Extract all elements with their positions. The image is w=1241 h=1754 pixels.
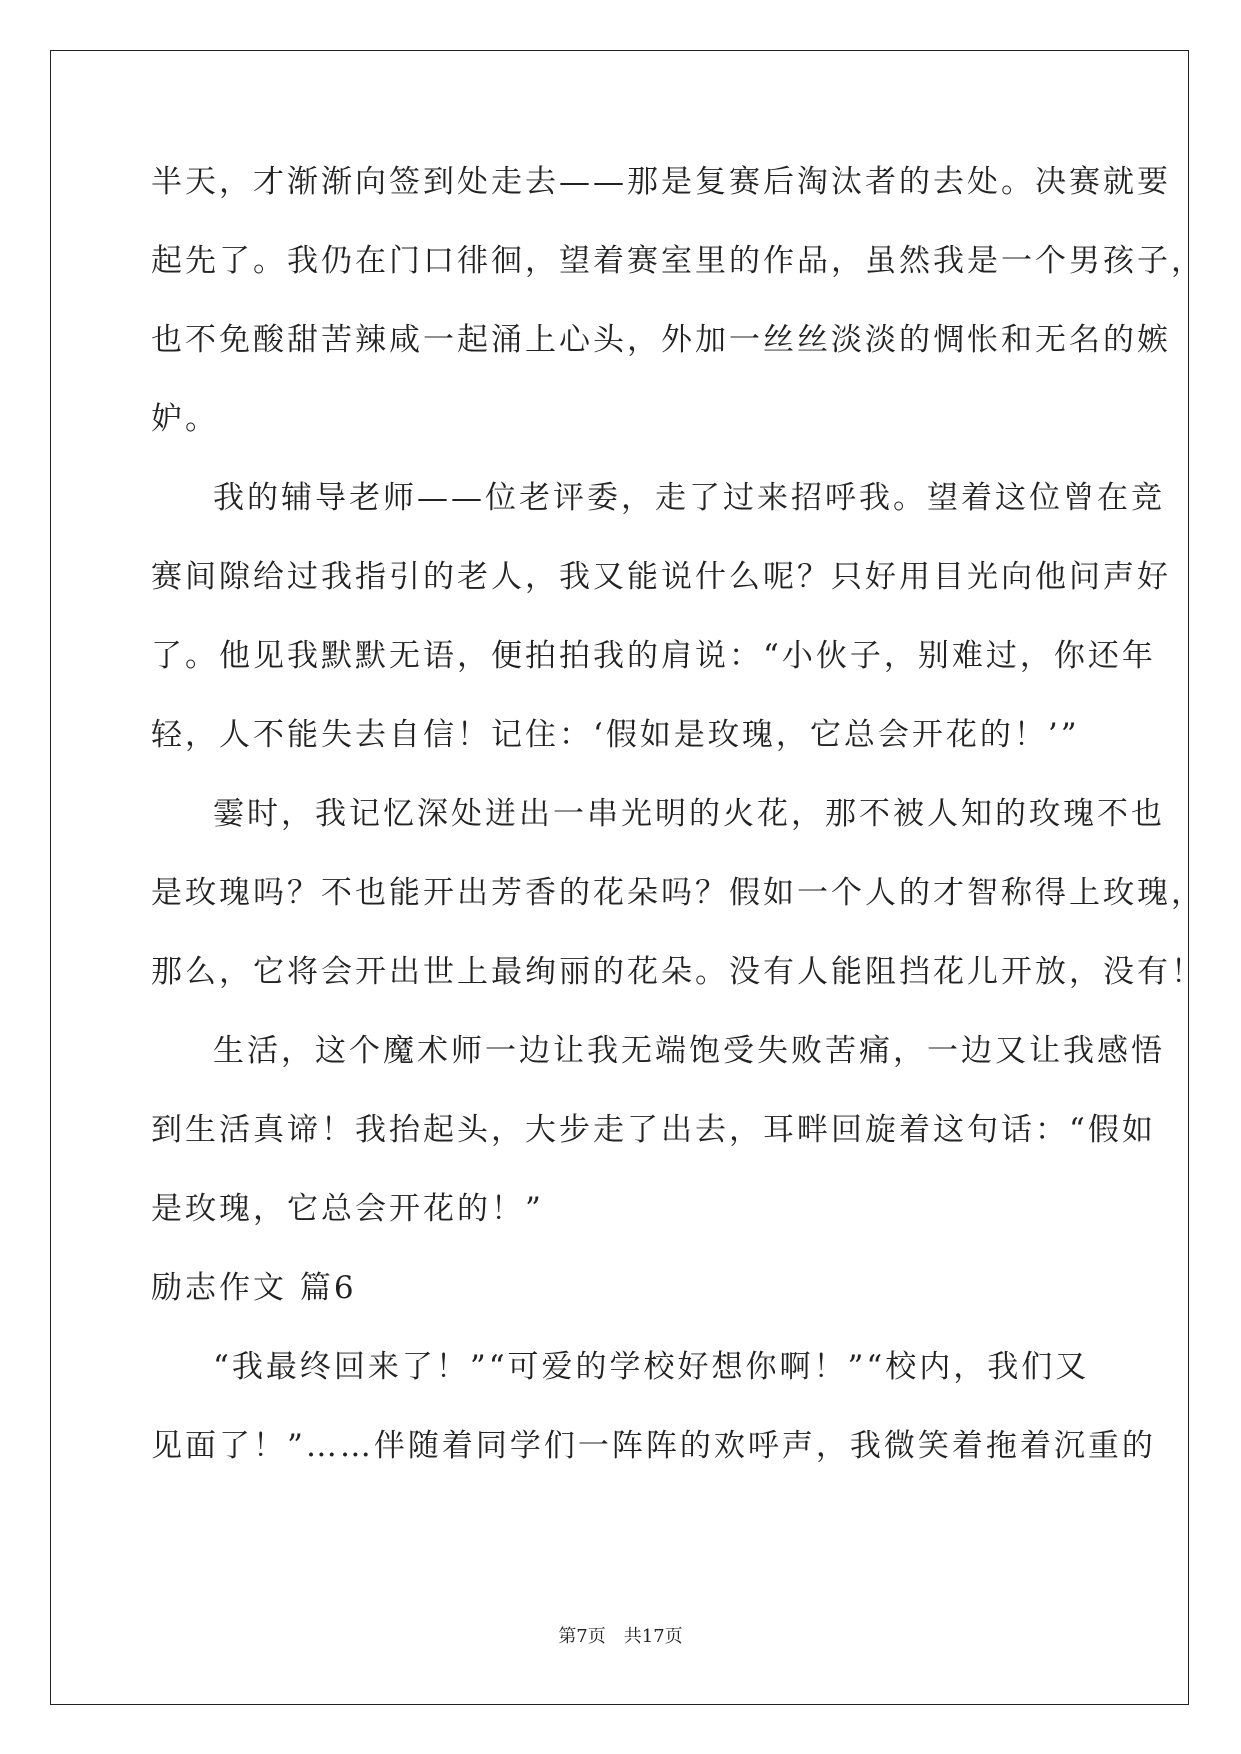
text-line: 妒。 — [151, 401, 219, 437]
paragraph-first-line: “我最终回来了！”“可爱的学校好想你啊！”“校内，我们又 — [213, 1349, 1090, 1385]
text-line: 也不免酸甜苦辣咸一起涌上心头，外加一丝丝淡淡的惆怅和无名的嫉 — [151, 322, 1171, 358]
paragraph-first-line: 霎时，我记忆深处迸出一串光明的火花，那不被人知的玫瑰不也 — [213, 796, 1165, 832]
text-line: 赛间隙给过我指引的老人，我又能说什么呢？只好用目光向他问声好 — [151, 559, 1171, 595]
document-body — [151, 162, 1205, 1505]
paragraph-first-line: 生活，这个魔术师一边让我无端饱受失败苦痛，一边又让我感悟 — [213, 1033, 1165, 1069]
text-line: 了。他见我默默无语，便拍拍我的肩说：“小伙子，别难过，你还年 — [151, 638, 1156, 674]
text-line: 半天，才渐渐向签到处走去——那是复赛后淘汰者的去处。决赛就要 — [151, 164, 1171, 200]
paragraph-first-line: 我的辅导老师——位老评委，走了过来招呼我。望着这位曾在竞 — [213, 480, 1165, 516]
text-line: 是玫瑰，它总会开花的！” — [151, 1191, 544, 1227]
text-line: 那么，它将会开出世上最绚丽的花朵。没有人能阻挡花儿开放，没有！ — [151, 954, 1205, 990]
page-number-footer: 第7页 共17页 — [558, 1626, 683, 1647]
text-line: 起先了。我仍在门口徘徊，望着赛室里的作品，虽然我是一个男孩子， — [151, 243, 1205, 279]
text-line: 是玫瑰吗？不也能开出芳香的花朵吗？假如一个人的才智称得上玫瑰， — [151, 875, 1205, 911]
section-heading: 励志作文 篇6 — [151, 1270, 357, 1306]
text-line: 到生活真谛！我抬起头，大步走了出去，耳畔回旋着这句话：“假如 — [151, 1112, 1156, 1148]
text-line: 轻，人不能失去自信！记住：‘假如是玫瑰，它总会开花的！’” — [151, 717, 1080, 753]
text-line: 见面了！”……伴随着同学们一阵阵的欢呼声，我微笑着拖着沉重的 — [151, 1428, 1156, 1464]
